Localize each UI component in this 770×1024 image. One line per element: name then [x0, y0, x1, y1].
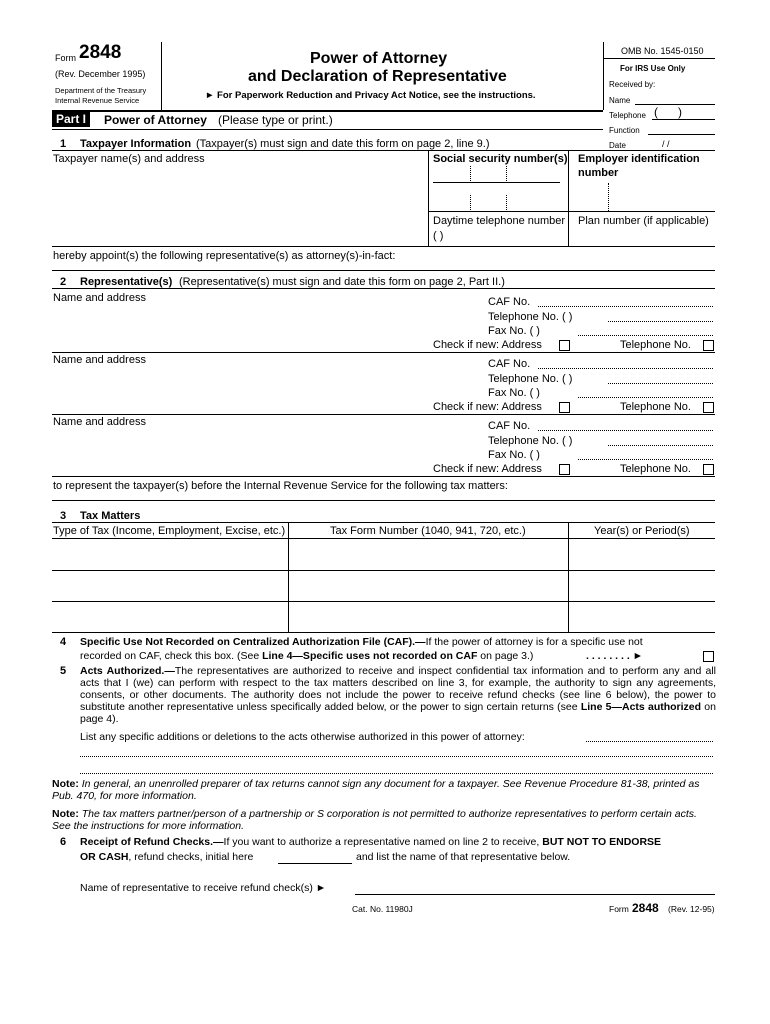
- received-function-label: Function: [609, 126, 640, 135]
- taxpayer-name-address-label: Taxpayer name(s) and address: [53, 153, 205, 165]
- form-number: 2848: [79, 42, 122, 63]
- line-2-title: Representative(s): [80, 276, 173, 288]
- irs-use-only: For IRS Use Only: [620, 64, 686, 73]
- rep-2-new-address-checkbox[interactable]: [559, 402, 570, 413]
- line-5-text-end: on page 4).: [80, 701, 716, 725]
- note-1-text: In general, an unenrolled preparer of tax returns cannot sign any document for a taxpayer. See Revenue Procedure 81-38, printed as Pub. 470, for more information.: [52, 778, 700, 802]
- note-2-text: The tax matters partner/person of a partnership or S corporation is not permitted to authorize representatives to perform certain acts. See the instructions for more information.: [52, 808, 697, 832]
- rep-2-fax-label: Fax No. ( ): [488, 387, 540, 399]
- line-6-row2: [80, 851, 253, 863]
- represent-text: to represent the taxpayer(s) before the Internal Revenue Service for the following tax matters:: [53, 480, 508, 492]
- refund-representative-label: Name of representative to receive refund check(s) ►: [80, 882, 327, 894]
- received-date-slashes: / /: [662, 139, 670, 149]
- year-period-column-header: Year(s) or Period(s): [594, 525, 690, 537]
- rep-3-check-tel-label: Telephone No.: [620, 463, 691, 475]
- line-6-row1: [80, 836, 661, 848]
- line-4-leader: . . . . . . . . ►: [586, 650, 644, 662]
- line-4-text2-bold: Line 4—Specific uses not recorded on CAF: [262, 650, 478, 662]
- line-2-number: 2: [60, 276, 67, 288]
- rep-2-name-label: Name and address: [53, 354, 146, 366]
- line-6-text2-bold: OR CASH: [80, 851, 129, 863]
- ein-label-line1: Employer identification: [578, 153, 700, 165]
- part-1-label: Part I: [52, 111, 90, 127]
- note-2-label: Note:: [52, 808, 79, 820]
- daytime-phone-parens: ( ): [433, 230, 444, 242]
- form-label: Form: [55, 53, 76, 63]
- line-4-text1: If the power of attorney is for a specific use not: [425, 636, 643, 648]
- telephone-parens: ( ): [654, 105, 682, 119]
- specific-use-checkbox[interactable]: [703, 651, 714, 662]
- rep-3-caf-label: CAF No.: [488, 420, 531, 432]
- note-1: [52, 778, 716, 802]
- line-4-text2-pre: recorded on CAF, check this box. (See: [80, 650, 263, 662]
- rep-2-check-tel-label: Telephone No.: [620, 401, 691, 413]
- footer-form-label: Form: [609, 904, 629, 914]
- note-2: [52, 808, 716, 832]
- line-6-text1: If you want to authorize a representative named on line 2 to receive,: [223, 836, 540, 848]
- line-3-title: Tax Matters: [80, 510, 141, 522]
- line-4-title: Specific Use Not Recorded on Centralized Authorization File (CAF).—: [80, 636, 426, 648]
- rep-1-tel-label: Telephone No. ( ): [488, 311, 573, 323]
- form-revision: (Rev. December 1995): [55, 69, 146, 79]
- daytime-phone-label: Daytime telephone number: [433, 215, 566, 227]
- line-4-text-row1: [80, 636, 643, 648]
- refund-initials-line[interactable]: [278, 863, 352, 864]
- line-5-paragraph: [80, 665, 716, 725]
- rep-2-check-new-label: Check if new: Address: [433, 401, 542, 413]
- form-title-line2: and Declaration of Representative: [248, 68, 507, 85]
- plan-number-label: Plan number (if applicable): [578, 215, 709, 227]
- ein-label-line2: number: [578, 167, 619, 179]
- line-1-note: (Taxpayer(s) must sign and date this form on page 2, line 9.): [196, 138, 490, 150]
- line-6-text1-bold: BUT NOT TO ENDORSE: [542, 836, 662, 848]
- ssn-label: Social security number(s): [433, 153, 568, 165]
- line-5-title: Acts Authorized.—: [80, 665, 175, 677]
- line-1-title: Taxpayer Information: [80, 138, 192, 150]
- rep-1-check-new-label: Check if new: Address: [433, 339, 542, 351]
- rep-3-check-new-label: Check if new: Address: [433, 463, 542, 475]
- omb-number: OMB No. 1545-0150: [621, 46, 704, 56]
- footer-revision: (Rev. 12-95): [668, 904, 715, 914]
- line-5-text: The representatives are authorized to receive and inspect confidential tax information and to perform any and all acts that I (we) can perform with respect to the tax matters described on line 3, for example, the authority to sign any agreements, consents, or other documents. The authority does not include the power to receive refund checks (see line 6 below), the power to substitute another representative unless specifically added below, or the power to sign certain returns (see: [80, 665, 717, 713]
- rep-2-new-telephone-checkbox[interactable]: [703, 402, 714, 413]
- line-2-note: (Representative(s) must sign and date this form on page 2, Part II.): [179, 276, 505, 288]
- part-1-note: (Please type or print.): [218, 113, 333, 127]
- received-by-label: Received by:: [609, 80, 656, 89]
- appoint-text: hereby appoint(s) the following representative(s) as attorney(s)-in-fact:: [53, 250, 396, 262]
- rep-3-new-address-checkbox[interactable]: [559, 464, 570, 475]
- received-telephone-label: Telephone: [609, 111, 646, 120]
- received-date-label: Date: [609, 141, 626, 150]
- line-5-bold-ref: Line 5—Acts authorized: [580, 701, 702, 713]
- tax-type-column-header: Type of Tax (Income, Employment, Excise, etc.): [53, 525, 286, 537]
- rep-1-fax-label: Fax No. ( ): [488, 325, 540, 337]
- line-1-number: 1: [60, 138, 67, 150]
- line-5-number: 5: [60, 665, 67, 677]
- line-3-number: 3: [60, 510, 67, 522]
- form-title-line1: Power of Attorney: [310, 50, 448, 67]
- catalog-number: Cat. No. 11980J: [352, 904, 413, 914]
- line-4-number: 4: [60, 636, 67, 648]
- tax-form-column-header: Tax Form Number (1040, 941, 720, etc.): [330, 525, 526, 537]
- rep-1-new-telephone-checkbox[interactable]: [703, 340, 714, 351]
- received-name-label: Name: [609, 96, 631, 105]
- rep-1-name-label: Name and address: [53, 292, 146, 304]
- rep-1-caf-label: CAF No.: [488, 296, 531, 308]
- line-4-text2-post: on page 3.): [477, 650, 534, 662]
- note-1-label: Note:: [52, 778, 79, 790]
- dept-irs: Internal Revenue Service: [55, 96, 140, 105]
- line-6-text2-end: and list the name of that representative below.: [356, 851, 571, 863]
- line-5-list-text: List any specific additions or deletions to the acts otherwise authorized in this power of attorney:: [80, 731, 525, 743]
- refund-representative-line[interactable]: [355, 894, 715, 895]
- rep-2-tel-label: Telephone No. ( ): [488, 373, 573, 385]
- line-4-text-row2: [80, 650, 533, 662]
- footer-form-number: 2848: [632, 901, 659, 915]
- line-6-title: Receipt of Refund Checks.—: [80, 836, 224, 848]
- rep-1-check-tel-label: Telephone No.: [620, 339, 691, 351]
- rep-3-name-label: Name and address: [53, 416, 146, 428]
- line-6-number: 6: [60, 836, 67, 848]
- dept-treasury: Department of the Treasury: [55, 86, 147, 95]
- rep-3-tel-label: Telephone No. ( ): [488, 435, 573, 447]
- line-6-text2: , refund checks, initial here: [128, 851, 254, 863]
- rep-3-fax-label: Fax No. ( ): [488, 449, 540, 461]
- paperwork-notice: ► For Paperwork Reduction and Privacy Act Notice, see the instructions.: [205, 90, 536, 101]
- rep-3-new-telephone-checkbox[interactable]: [703, 464, 714, 475]
- rep-2-caf-label: CAF No.: [488, 358, 531, 370]
- rep-1-new-address-checkbox[interactable]: [559, 340, 570, 351]
- part-1-title: Power of Attorney: [104, 113, 207, 127]
